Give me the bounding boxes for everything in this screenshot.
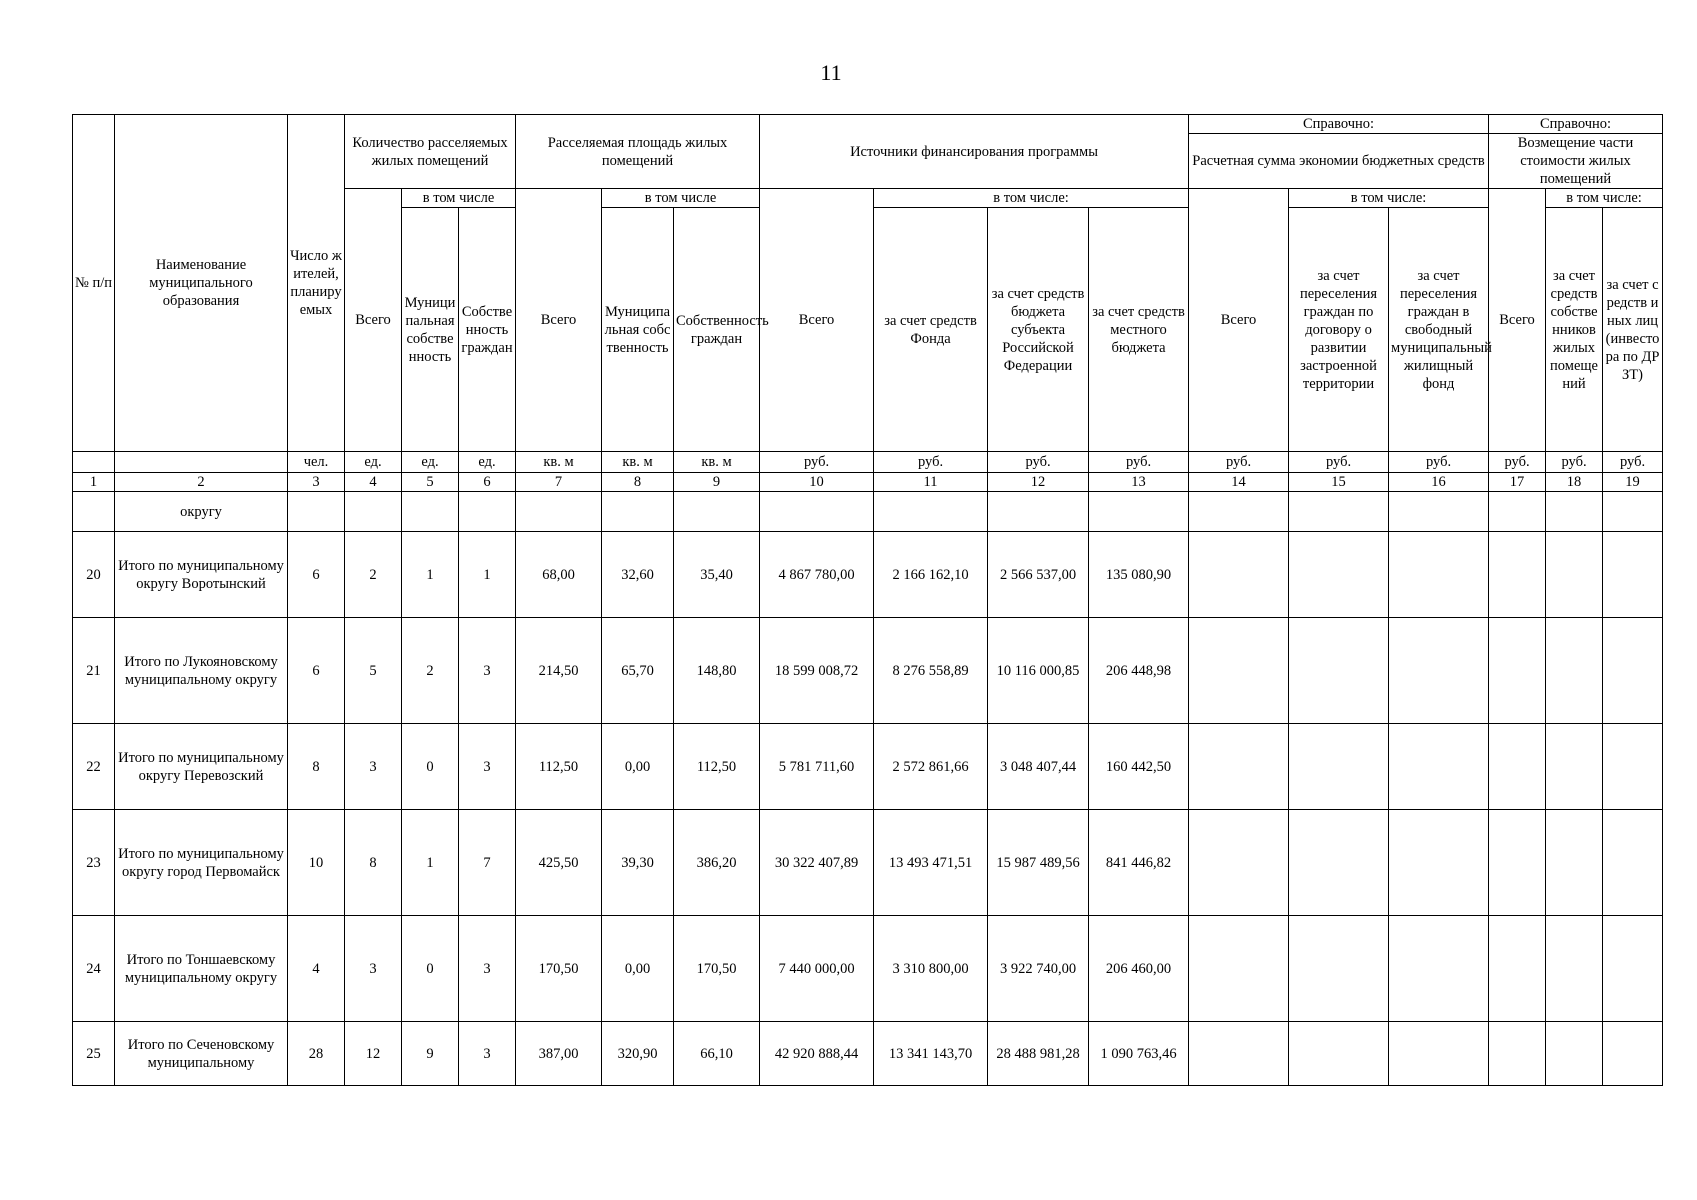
row-rooms-private: 3 — [459, 916, 516, 1022]
row-rooms-private: 3 — [459, 724, 516, 810]
empty-cell — [1189, 618, 1289, 724]
unit-cell: руб. — [1189, 452, 1289, 473]
row-fin-fund: 2 166 162,10 — [874, 532, 988, 618]
col-number: 16 — [1389, 473, 1489, 492]
table-row — [73, 618, 1663, 724]
header-economy-total: Всего — [1189, 189, 1289, 452]
row-residents: 4 — [288, 916, 345, 1022]
unit-cell: руб. — [760, 452, 874, 473]
empty-cell — [1289, 916, 1389, 1022]
empty-cell — [1546, 1022, 1603, 1086]
row-area-total: 387,00 — [516, 1022, 602, 1086]
empty-cell — [1289, 532, 1389, 618]
col-number: 19 — [1603, 473, 1663, 492]
row-area-total: 112,50 — [516, 724, 602, 810]
unit-cell: руб. — [1489, 452, 1546, 473]
table-row — [73, 916, 1663, 1022]
col-number: 8 — [602, 473, 674, 492]
header-rooms-municipal: Муниципальная собственность — [402, 208, 459, 452]
row-area-private: 386,20 — [674, 810, 760, 916]
row-name: Итого по Лукояновскому муниципальному округу — [115, 618, 288, 724]
row-rooms-municipal: 2 — [402, 618, 459, 724]
empty-cell — [1289, 618, 1389, 724]
row-rooms-municipal: 0 — [402, 724, 459, 810]
row-fin-total: 42 920 888,44 — [760, 1022, 874, 1086]
row-num: 23 — [73, 810, 115, 916]
unit-cell: руб. — [1289, 452, 1389, 473]
col-number: 11 — [874, 473, 988, 492]
row-rooms-municipal: 9 — [402, 1022, 459, 1086]
empty-cell — [1603, 916, 1663, 1022]
row-fin-subject: 10 116 000,85 — [988, 618, 1089, 724]
col-number: 10 — [760, 473, 874, 492]
row-area-municipal: 39,30 — [602, 810, 674, 916]
row-rooms-municipal: 1 — [402, 810, 459, 916]
header-eco-development: за счет переселения граждан по договору о развитии застроенной территории — [1289, 208, 1389, 452]
row-residents: 8 — [288, 724, 345, 810]
unit-cell: ед. — [345, 452, 402, 473]
header-area-total: Всего — [516, 189, 602, 452]
row-rooms-total: 3 — [345, 916, 402, 1022]
header-num: № п/п — [73, 115, 115, 452]
empty-cell — [1546, 916, 1603, 1022]
empty-cell — [1189, 724, 1289, 810]
row-area-municipal: 0,00 — [602, 916, 674, 1022]
header-finance-total: Всего — [760, 189, 874, 452]
empty-cell — [1603, 1022, 1663, 1086]
col-number: 13 — [1089, 473, 1189, 492]
header-name: Наименование муниципального образования — [115, 115, 288, 452]
unit-cell: руб. — [874, 452, 988, 473]
empty-cell — [1389, 532, 1489, 618]
empty-cell — [1603, 724, 1663, 810]
unit-cell: кв. м — [516, 452, 602, 473]
header-compensation-including: в том числе: — [1546, 189, 1663, 208]
row-fin-fund: 3 310 800,00 — [874, 916, 988, 1022]
empty-cell — [1603, 810, 1663, 916]
row-residents: 10 — [288, 810, 345, 916]
row-area-total: 170,50 — [516, 916, 602, 1022]
row-residents: 6 — [288, 532, 345, 618]
row-area-total: 68,00 — [516, 532, 602, 618]
row-rooms-private: 1 — [459, 532, 516, 618]
empty-cell — [1603, 532, 1663, 618]
empty-cell — [1389, 916, 1489, 1022]
empty-cell — [1546, 532, 1603, 618]
row-fin-local: 1 090 763,46 — [1089, 1022, 1189, 1086]
empty-cell — [1289, 810, 1389, 916]
row-rooms-total: 5 — [345, 618, 402, 724]
continuation-row — [73, 492, 1663, 532]
col-number: 17 — [1489, 473, 1546, 492]
table-row — [73, 1022, 1663, 1086]
unit-cell: чел. — [288, 452, 345, 473]
empty-cell — [1189, 1022, 1289, 1086]
row-fin-subject: 2 566 537,00 — [988, 532, 1089, 618]
row-rooms-private: 3 — [459, 618, 516, 724]
header-area-municipal: Муниципальная собственность — [602, 208, 674, 452]
empty-cell — [1546, 810, 1603, 916]
row-rooms-municipal: 0 — [402, 916, 459, 1022]
row-fin-total: 7 440 000,00 — [760, 916, 874, 1022]
row-area-municipal: 0,00 — [602, 724, 674, 810]
col-number: 2 — [115, 473, 288, 492]
row-rooms-private: 3 — [459, 1022, 516, 1086]
row-rooms-total: 2 — [345, 532, 402, 618]
unit-cell: кв. м — [602, 452, 674, 473]
col-number: 18 — [1546, 473, 1603, 492]
empty-cell — [1489, 532, 1546, 618]
header-rooms-total: Всего — [345, 189, 402, 452]
row-fin-fund: 13 493 471,51 — [874, 810, 988, 916]
row-area-total: 425,50 — [516, 810, 602, 916]
unit-cell: руб. — [988, 452, 1089, 473]
header-ref-1: Справочно: — [1189, 115, 1489, 134]
row-num: 20 — [73, 532, 115, 618]
row-fin-fund: 2 572 861,66 — [874, 724, 988, 810]
row-fin-local: 206 460,00 — [1089, 916, 1189, 1022]
col-number: 3 — [288, 473, 345, 492]
row-residents: 6 — [288, 618, 345, 724]
empty-cell — [1189, 532, 1289, 618]
data-rows — [73, 532, 1663, 1086]
row-residents: 28 — [288, 1022, 345, 1086]
col-number: 6 — [459, 473, 516, 492]
row-num: 21 — [73, 618, 115, 724]
empty-cell — [1546, 724, 1603, 810]
table-row — [73, 724, 1663, 810]
col-number: 7 — [516, 473, 602, 492]
col-number: 4 — [345, 473, 402, 492]
header-compensation-group: Возмещение части стоимости жилых помещений — [1489, 134, 1663, 189]
row-fin-local: 206 448,98 — [1089, 618, 1189, 724]
header-area-private: Собственность граждан — [674, 208, 760, 452]
page-number: 11 — [820, 60, 842, 85]
row-name: Итого по муниципальному округу город Первомайск — [115, 810, 288, 916]
column-numbers-row — [73, 473, 1663, 492]
header-residents: Число жителей, планируемых — [288, 115, 345, 452]
row-num: 24 — [73, 916, 115, 1022]
row-fin-fund: 8 276 558,89 — [874, 618, 988, 724]
col-number: 1 — [73, 473, 115, 492]
empty-cell — [1489, 916, 1546, 1022]
empty-cell — [1189, 810, 1289, 916]
header-eco-free-fund: за счет переселения граждан в свободный муниципальный жилищный фонд — [1389, 208, 1489, 452]
empty-cell — [1289, 724, 1389, 810]
row-area-private: 66,10 — [674, 1022, 760, 1086]
header-rooms-including: в том числе — [402, 189, 516, 208]
empty-cell — [1603, 618, 1663, 724]
row-num: 22 — [73, 724, 115, 810]
resettlement-table — [72, 114, 1663, 1086]
unit-cell: ед. — [402, 452, 459, 473]
header-fin-fund: за счет средств Фонда — [874, 208, 988, 452]
row-name: Итого по муниципальному округу Перевозский — [115, 724, 288, 810]
row-fin-total: 5 781 711,60 — [760, 724, 874, 810]
table-row — [73, 532, 1663, 618]
header-area-including: в том числе — [602, 189, 760, 208]
unit-cell: руб. — [1089, 452, 1189, 473]
header-finance-group: Источники финансирования программы — [760, 115, 1189, 189]
row-rooms-total: 12 — [345, 1022, 402, 1086]
row-fin-subject: 3 922 740,00 — [988, 916, 1089, 1022]
empty-cell — [1489, 1022, 1546, 1086]
row-fin-local: 135 080,90 — [1089, 532, 1189, 618]
table-row — [73, 810, 1663, 916]
header-area-group: Расселяемая площадь жилых помещений — [516, 115, 760, 189]
continuation-name: округу — [115, 492, 288, 532]
row-num: 25 — [73, 1022, 115, 1086]
header-fin-local: за счет средств местного бюджета — [1089, 208, 1189, 452]
row-fin-subject: 3 048 407,44 — [988, 724, 1089, 810]
row-fin-local: 160 442,50 — [1089, 724, 1189, 810]
unit-cell: руб. — [1389, 452, 1489, 473]
empty-cell — [1189, 916, 1289, 1022]
row-fin-fund: 13 341 143,70 — [874, 1022, 988, 1086]
table-header — [73, 115, 1663, 492]
unit-cell: руб. — [1546, 452, 1603, 473]
header-economy-group: Расчетная сумма экономии бюджетных средств — [1189, 134, 1489, 189]
header-rooms-private: Собственность граждан — [459, 208, 516, 452]
row-fin-subject: 15 987 489,56 — [988, 810, 1089, 916]
row-area-private: 170,50 — [674, 916, 760, 1022]
col-number: 5 — [402, 473, 459, 492]
unit-cell: руб. — [1603, 452, 1663, 473]
row-rooms-total: 3 — [345, 724, 402, 810]
row-name: Итого по Тоншаевскому муниципальному округу — [115, 916, 288, 1022]
empty-cell — [1489, 724, 1546, 810]
header-comp-owners: за счет средств собственников жилых помещений — [1546, 208, 1603, 452]
col-number: 15 — [1289, 473, 1389, 492]
row-area-private: 112,50 — [674, 724, 760, 810]
col-number: 14 — [1189, 473, 1289, 492]
row-area-municipal: 32,60 — [602, 532, 674, 618]
row-rooms-municipal: 1 — [402, 532, 459, 618]
row-rooms-private: 7 — [459, 810, 516, 916]
empty-cell — [1289, 1022, 1389, 1086]
empty-cell — [1389, 810, 1489, 916]
header-rooms-group: Количество расселяемых жилых помещений — [345, 115, 516, 189]
header-fin-subject: за счет средств бюджета субъекта Российской Федерации — [988, 208, 1089, 452]
empty-cell — [1489, 810, 1546, 916]
row-fin-total: 30 322 407,89 — [760, 810, 874, 916]
row-fin-total: 18 599 008,72 — [760, 618, 874, 724]
empty-cell — [1389, 618, 1489, 724]
row-area-total: 214,50 — [516, 618, 602, 724]
row-area-municipal: 65,70 — [602, 618, 674, 724]
row-fin-total: 4 867 780,00 — [760, 532, 874, 618]
empty-cell — [1489, 618, 1546, 724]
row-fin-subject: 28 488 981,28 — [988, 1022, 1089, 1086]
row-area-municipal: 320,90 — [602, 1022, 674, 1086]
header-finance-including: в том числе: — [874, 189, 1189, 208]
row-name: Итого по Сеченовскому муниципальному — [115, 1022, 288, 1086]
row-area-private: 35,40 — [674, 532, 760, 618]
units-row — [73, 452, 1663, 473]
header-economy-including: в том числе: — [1289, 189, 1489, 208]
table-body — [73, 492, 1663, 532]
unit-cell: кв. м — [674, 452, 760, 473]
row-area-private: 148,80 — [674, 618, 760, 724]
col-number: 9 — [674, 473, 760, 492]
col-number: 12 — [988, 473, 1089, 492]
row-rooms-total: 8 — [345, 810, 402, 916]
empty-cell — [1389, 724, 1489, 810]
empty-cell — [1389, 1022, 1489, 1086]
header-comp-others: за счет средств иных лиц (инвестора по ДРЗТ) — [1603, 208, 1663, 452]
unit-cell: ед. — [459, 452, 516, 473]
row-fin-local: 841 446,82 — [1089, 810, 1189, 916]
empty-cell — [1546, 618, 1603, 724]
row-name: Итого по муниципальному округу Воротынский — [115, 532, 288, 618]
header-compensation-total: Всего — [1489, 189, 1546, 452]
header-ref-2: Справочно: — [1489, 115, 1663, 134]
